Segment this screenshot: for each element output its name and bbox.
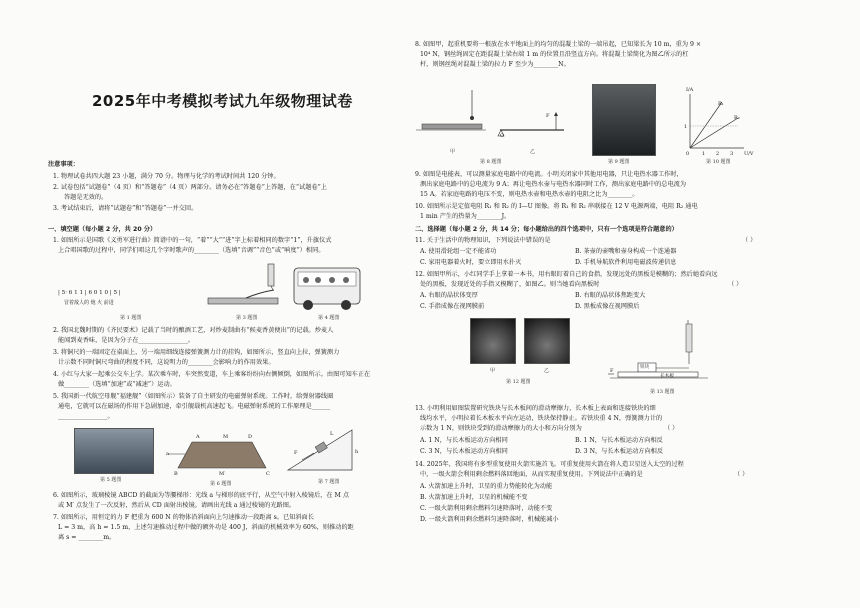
- q2-line: 2. 我国北魏时期的《齐民要术》记载了当时的酿酒工艺，对炒麦制曲有“候麦香黄便出”的记载。炒麦人: [53, 327, 334, 334]
- q11-option-b[interactable]: B. 茶壶的壶嘴和壶身构成一个连通器: [575, 248, 677, 255]
- page-title: 2025年中考模拟考试九年级物理试卷: [92, 92, 353, 110]
- music-lyrics: 冒着敌人的 炮 火 前进: [64, 300, 114, 306]
- q1-line: 上合唱国歌的过程中，同学们唱这几个字时歌声的________（选填“音调”“音色”或“响度”）相同。: [58, 247, 325, 254]
- fig4-caption: 第 4 题图: [318, 315, 340, 321]
- axis-x-label: U/V: [744, 151, 754, 157]
- tick-y-1: 1: [684, 124, 688, 130]
- q9-line: 测出家庭电路中的总电流为 9 A；再让电热水壶与电热水器同时工作，测出家庭电路中的总电流为: [420, 181, 687, 188]
- label-board: 长木板: [660, 374, 674, 379]
- q12-option-d[interactable]: D. 黑板成像在视网膜后: [575, 303, 640, 310]
- q14-option-a[interactable]: A. 火箭加速上升时，卫星的重力势能转化为动能: [420, 483, 553, 490]
- q9-line: 9. 如图是电能表，可以测量家庭电路中的电流。小明关闭家中其他用电器，只让电热水器工作时，: [415, 171, 683, 178]
- label-F2: F: [546, 113, 550, 119]
- note-item: 1. 物理试卷共四大题 23 小题，满分 70 分。物理与化学的考试时间共 120 分钟。: [53, 173, 280, 180]
- q5-line: ________________。: [58, 413, 114, 420]
- notes-heading: 注意事项：: [48, 161, 79, 168]
- fig9-caption: 第 9 题图: [608, 159, 630, 165]
- section1-heading: 一、填空题（每小题 2 分，共 20 分）: [48, 226, 157, 233]
- q10-line: 1 min 产生的热量为________J。: [420, 213, 511, 220]
- q9-line: 15 A。若家庭电路的电压不变，则电热水壶和电热水壶的电阻之比为________。: [420, 191, 639, 198]
- q11-option-a[interactable]: A. 使用滑轮组一定不能省功: [420, 248, 497, 255]
- label-D: D: [248, 434, 253, 440]
- q14-option-d[interactable]: D. 一级火箭利用剩余燃料匀速降落时，机械能减小: [420, 516, 559, 523]
- label-F: F: [294, 450, 298, 456]
- q2-line: 能闻到麦香味，是因为分子在________________。: [58, 337, 195, 344]
- q14-option-b[interactable]: B. 火箭加速上升时，卫星的机械能不变: [420, 494, 528, 501]
- q8-line: 杆，则钢丝绳对混凝土梁的拉力 F 至少为________N。: [420, 61, 570, 68]
- fig3-caption: 第 3 题图: [236, 315, 258, 321]
- q12-option-b[interactable]: B. 右眼的晶状体焦距变大: [575, 292, 646, 299]
- q8-line: 10⁴ N，钢丝绳固定在距混凝土梁右端 1 m 的位置且沿竖直方向。将混凝土梁简化为图乙所示的杠: [420, 51, 689, 58]
- tick-x-3: 3: [730, 151, 734, 157]
- fig12-photo-jia: [470, 318, 516, 364]
- q7-line: 离 s = ________m。: [58, 534, 116, 541]
- q6-line: 6. 如图所示，玻璃棱镜 ABCD 的截面为等腰梯形：光线 a 与梯形的底平行，从空气中射入棱镜后，在 M 点: [53, 492, 350, 499]
- q13-bracket: （ ）: [664, 425, 679, 432]
- fig3-ruler-diagram: [206, 262, 286, 314]
- fig7-caption: 第 7 题图: [318, 479, 340, 485]
- fig12-photo-yi: [524, 318, 570, 364]
- q14-stem: 14. 2025年，我国将有多型重复使用火箭实施首飞。可重复使用火箭在将人造卫星送入太空的过程: [415, 461, 684, 468]
- tick-x-1: 1: [702, 151, 706, 157]
- label-h: h: [355, 449, 359, 455]
- label-A: A: [196, 434, 200, 440]
- q13-option-d[interactable]: D. 3 N，与长木板运动方向相反: [575, 448, 664, 455]
- fig6-caption: 第 6 题图: [210, 481, 232, 487]
- q4-line: 做________（选填“加速”或“减速”）运动。: [58, 381, 176, 388]
- q11-bracket: （ ）: [742, 237, 757, 244]
- tick-x-0: 0: [686, 151, 690, 157]
- q13-stem: 示数为 1 N，则铁块受到的滑动摩擦力的大小和方向分别为: [420, 425, 582, 432]
- q13-stem: 线均水平，小明拉着长木板水平向左运动，铁块保持静止。若铁块重 4 N，弹簧测力计的: [420, 415, 663, 422]
- fig8-lever-diagram: [496, 110, 568, 146]
- fig9-meter-photo: [592, 84, 656, 156]
- q12-option-a[interactable]: A. 右眼的晶状体变厚: [420, 292, 478, 299]
- label-B: B: [174, 471, 178, 477]
- q5-line: 通电，它就可以在磁场的作用下急剧加速，牵引舰载机高速起飞。电磁弹射系统的工作原理是______: [58, 403, 331, 410]
- tick-x-2: 2: [716, 151, 720, 157]
- fig13-caption: 第 13 题图: [650, 389, 675, 395]
- q12-stem: 12. 如图甲所示，小红同学手上拿着一本书，用右眼盯着自己的食指，发现远处的黑板是模糊的；然后她看向远: [415, 271, 718, 278]
- fig8-crane-diagram: [416, 90, 488, 140]
- q11-option-c[interactable]: C. 家用电器着火时，要立即用水扑灭: [420, 259, 522, 266]
- fig8-caption: 第 8 题图: [480, 159, 502, 165]
- fig6-prism-diagram: [168, 432, 276, 474]
- q14-option-c[interactable]: C. 一级火箭利用剩余燃料匀速降落时，动能不变: [420, 505, 553, 512]
- label-C: C: [266, 471, 270, 477]
- note-item: 3. 考试结束后，请将“试题卷”和“答题卷”一并交回。: [53, 205, 198, 212]
- q14-stem: 中，一级火箭会利用剩余燃料落回地面，从而实现重复使用。下列说法中正确的是: [420, 471, 643, 478]
- q4-line: 4. 小红与大家一起乘公交车上学。某次乘车时，车突然变道，车上乘客纷纷向右侧倾倒，如图所示。由图可知车正在: [53, 371, 371, 378]
- fig8-yi-label: 乙: [530, 149, 536, 155]
- fig5-caption: 第 5 题图: [100, 477, 122, 483]
- fig5-carrier-photo: [74, 428, 154, 474]
- label-R2: R₂: [734, 115, 740, 121]
- label-M: M: [223, 434, 229, 440]
- axis-y-label: I/A: [686, 87, 694, 93]
- q12-bracket: （ ）: [728, 281, 743, 288]
- fig12-jia-label: 甲: [490, 368, 496, 374]
- label-L: L: [330, 431, 334, 437]
- q13-stem: 13. 小明利用如图装置研究铁块与长木板间的滑动摩擦力，长木板上表面和连接铁块的细: [415, 405, 656, 412]
- q5-line: 5. 我国新一代航空母舰“福建舰”（如图所示）装备了自主研发的电磁弹射系统。工作时，给弹射器线圈: [53, 393, 334, 400]
- label-M2: M′: [219, 471, 226, 477]
- q10-line: 10. 如图所示是定值电阻 R₁ 和 R₂ 的 I—U 图像。将 R₁ 和 R₂ 串联接在 12 V 电源两端，电阻 R₂ 通电: [415, 203, 698, 210]
- section2-heading: 二、选择题（每小题 2 分，共 14 分；每小题给出的四个选项中，只有一个选项是符合题意的）: [415, 226, 678, 233]
- label-R1: R₁: [718, 101, 724, 107]
- q8-line: 8. 如图甲，起重机要将一根放在水平地面上的均匀的混凝土梁的一端吊起，已知梁长为 10 m，重为 9 ×: [415, 41, 702, 48]
- label-block: 铁块: [640, 365, 650, 370]
- q11-option-d[interactable]: D. 手机导航软件利用电磁波传递信息: [575, 259, 677, 266]
- q13-option-b[interactable]: B. 1 N，与长木板运动方向相反: [575, 437, 663, 444]
- fig12-yi-label: 乙: [544, 368, 550, 374]
- q7-line: L = 3 m，高 h = 1.5 m，上述匀速推动过程中做的额外功是 400 J，斜面的机械效率为 60%，则推动的距: [58, 524, 354, 531]
- note-item: 2. 试卷包括“试题卷”（4 页）和“答题卷”（4 页）两部分。请务必在“答题卷”上答题，在“试题卷”上: [53, 184, 327, 191]
- q12-option-c[interactable]: C. 手指成像在视网膜前: [420, 303, 485, 310]
- fig8-jia-label: 甲: [450, 149, 456, 155]
- fig12-caption: 第 12 题图: [506, 379, 531, 385]
- label-a: a: [166, 451, 169, 457]
- q12-stem: 处的黑板，发现近处的手指又模糊了，如图乙。则当她看向黑板时: [420, 281, 600, 288]
- music-notes: | 5· 6 1 1 | 6 0 1 0 | 5 |: [58, 290, 121, 296]
- fig1-caption: 第 1 题图: [120, 315, 142, 321]
- label-O: O: [500, 133, 505, 139]
- q13-option-c[interactable]: C. 3 N，与长木板运动方向相同: [420, 448, 508, 455]
- fig10-iu-graph: [682, 92, 746, 156]
- q14-bracket: （ ）: [734, 471, 749, 478]
- q3-line: 计示数不同时铜尺弯曲的程度不同，这说明力的________会影响力的作用效果。: [58, 359, 275, 366]
- label-F3: F: [610, 368, 614, 374]
- q6-line: 或 M′ 点发生了一次反射，然后从 CD 面射出棱镜。请画出光线 a 通过棱镜的光路图。: [58, 502, 296, 509]
- fig10-caption: 第 10 题图: [706, 159, 731, 165]
- q11-stem: 11. 关于生活中的物理知识，下列说法中错误的是: [415, 237, 551, 244]
- q1-line: 1. 如图所示是国歌《义勇军进行曲》简谱中的一句，“着”“大”“进”字上标着相同的数字“1”，升旗仪式: [53, 237, 332, 244]
- q13-option-a[interactable]: A. 1 N，与长木板运动方向相同: [420, 437, 508, 444]
- q3-line: 3. 将铜尺的一端固定在桌面上，另一端用细线连接弹簧测力计的挂钩，如图所示，竖直向上拉，弹簧测力: [53, 349, 340, 356]
- note-item: 答题是无效的。: [64, 194, 108, 201]
- fig4-bus-diagram: [292, 262, 364, 312]
- q7-line: 7. 如图所示，用恒定的力 F 把重为 600 N 的物体沿斜面向上匀速推动一段距离 s。已知斜面长: [53, 514, 314, 521]
